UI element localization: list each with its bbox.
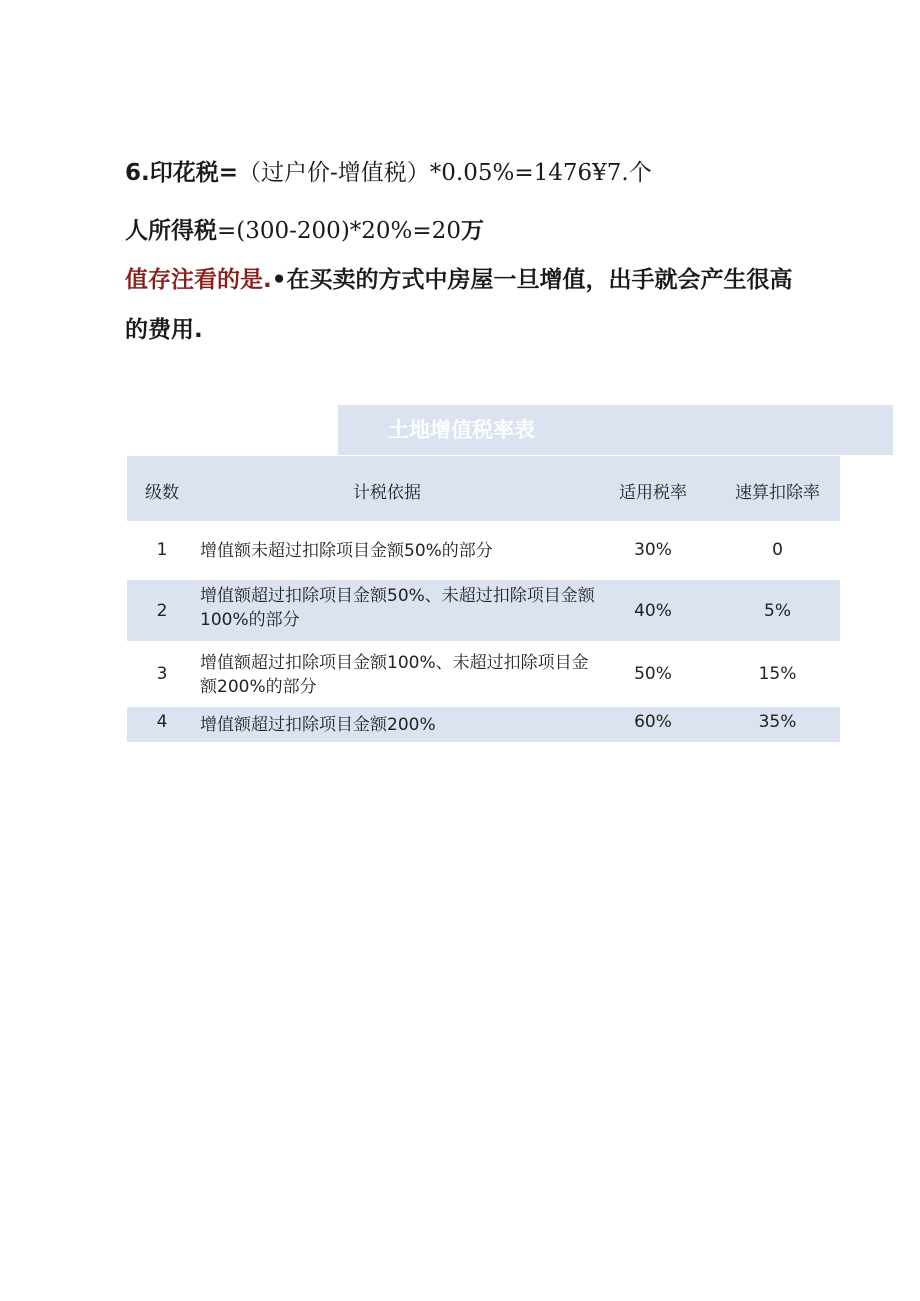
row-basis: 增值额超过扣除项目金额200% [200, 715, 436, 735]
row-level: 3 [156, 664, 168, 684]
income-tax-formula: =(300-200)*20%=20 [217, 218, 461, 244]
income-tax-label: 人所得税 [125, 218, 217, 244]
row-quick: 0 [772, 540, 783, 560]
row-level: 1 [156, 540, 168, 560]
note-highlight: 值存注看的是. [125, 267, 272, 293]
header-level: 级数 [145, 483, 179, 503]
row-rate: 50% [634, 664, 672, 684]
stamp-duty-label: 6.印花税= [125, 160, 239, 186]
row-quick: 35% [758, 712, 797, 732]
table-title: 土地增值税率表 [338, 405, 893, 455]
stamp-duty-line [125, 154, 652, 187]
row-basis: 增值额超过扣除项目金额100%、未超过扣除项目金额200%的部分 [200, 653, 589, 697]
row-level: 2 [156, 601, 168, 621]
table-row [127, 580, 840, 641]
header-rate: 适用税率 [619, 483, 687, 503]
table-row [127, 646, 840, 704]
note-text: •在买卖的方式中房屋一旦增值，出手就会产生很高 [271, 267, 793, 293]
header-quick: 速算扣除率 [735, 483, 820, 503]
row-basis: 增值额超过扣除项目金额50%、未超过扣除项目金额100%的部分 [200, 586, 595, 630]
table-row [127, 528, 840, 574]
note-line-continued: 的费用. [125, 317, 203, 343]
row-rate: 30% [634, 540, 672, 560]
row-level: 4 [156, 712, 168, 732]
row-quick: 5% [764, 601, 791, 621]
row-basis: 增值额未超过扣除项目金额50%的部分 [200, 541, 493, 561]
row-rate: 40% [634, 601, 672, 621]
income-tax-unit: 万 [460, 218, 484, 244]
income-tax-line [125, 212, 484, 245]
table-row [127, 707, 840, 742]
table-header [127, 456, 840, 521]
stamp-duty-formula: （过户价-增值税）*0.05%=1476¥7.个 [238, 160, 652, 186]
header-basis: 计税依据 [353, 483, 421, 503]
row-rate: 60% [634, 712, 672, 732]
note-line [125, 261, 792, 294]
row-quick: 15% [758, 664, 797, 684]
